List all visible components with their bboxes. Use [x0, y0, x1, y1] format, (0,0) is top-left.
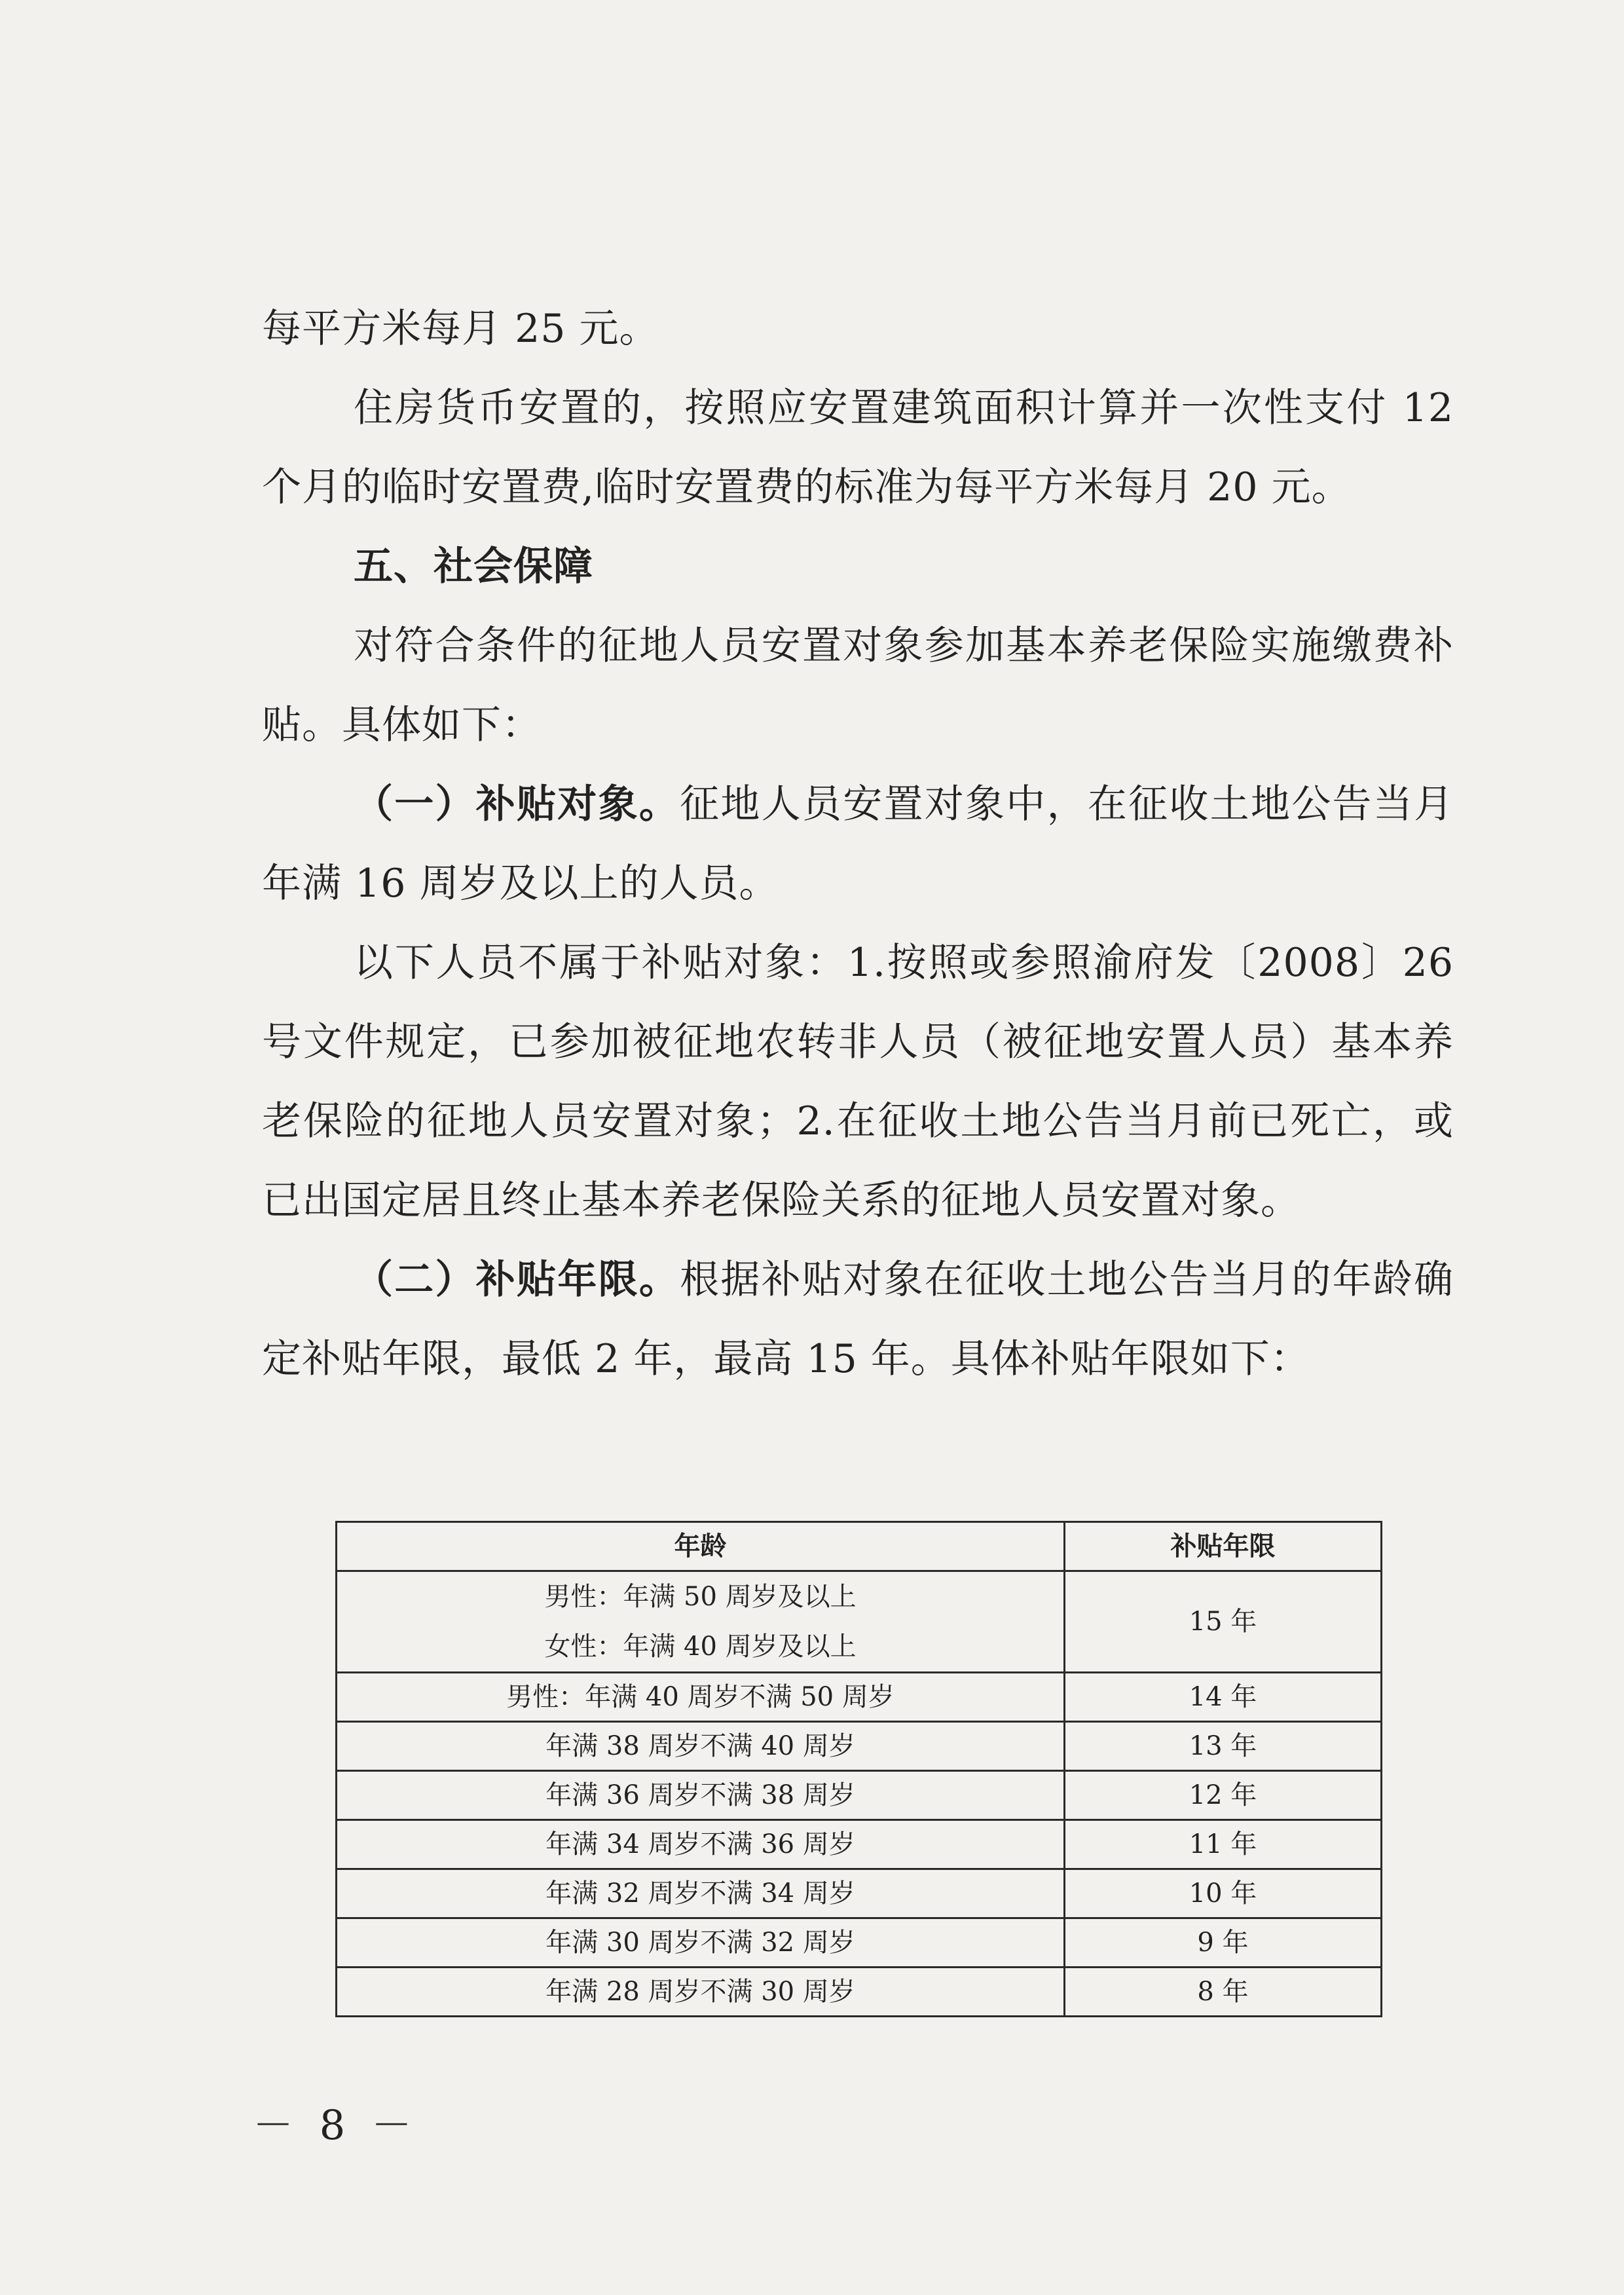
table-cell-years: 11 年 — [1065, 1820, 1382, 1869]
paragraph-subsidy-years — [262, 1241, 1454, 1399]
paragraph-monetary-resettlement: 住房货币安置的，按照应安置建筑面积计算并一次性支付 12 个月的临时安置费,临时安置费的标准为每平方米每月 20 元。 — [262, 385, 1454, 510]
table-row — [337, 1673, 1382, 1722]
subsidy-subject-text: 征地人员安置对象中，在征收土地公告当月年满 16 周岁及以上的人员。 — [262, 781, 1454, 906]
table-cell-years: 8 年 — [1065, 1968, 1382, 2017]
table-row — [337, 1918, 1382, 1968]
table-cell-years: 9 年 — [1065, 1918, 1382, 1968]
subsidy-subject-lead: （一）补贴对象。 — [354, 781, 680, 827]
subsidy-years-table — [335, 1521, 1382, 2017]
paragraph-subsidy-subject — [262, 765, 1454, 924]
table-row — [337, 1571, 1382, 1673]
section-heading-social-security: 五、社会保障 — [354, 544, 593, 589]
subsidy-table-container — [335, 1521, 1380, 2017]
table-cell-years: 13 年 — [1065, 1722, 1382, 1771]
table-header-age: 年龄 — [337, 1522, 1065, 1571]
table-cell-age: 年满 28 周岁不满 30 周岁 — [337, 1968, 1065, 2017]
table-cell-years: 12 年 — [1065, 1771, 1382, 1820]
table-cell-age-line: 女性：年满 40 周岁及以上 — [544, 1632, 857, 1662]
paragraph-exclusions: 以下人员不属于补贴对象：1.按照或参照渝府发〔2008〕26 号文件规定，已参加被征地农转非人员（被征地安置人员）基本养老保险的征地人员安置对象；2.在征收土地公告当月前已死亡，或已出国定居且终止基本养老保险关系的征地人员安置对象。 — [262, 940, 1454, 1223]
table-cell-age — [337, 1571, 1065, 1673]
paragraph-rate-25: 每平方米每月 25 元。 — [262, 306, 659, 352]
subsidy-years-text: 根据补贴对象在征收土地公告当月的年龄确定补贴年限，最低 2 年，最高 15 年。具体补贴年限如下： — [262, 1257, 1454, 1382]
table-cell-years: 10 年 — [1065, 1869, 1382, 1918]
table-cell-age: 年满 34 周岁不满 36 周岁 — [337, 1820, 1065, 1869]
table-cell-age: 男性：年满 40 周岁不满 50 周岁 — [337, 1673, 1065, 1722]
table-row — [337, 1820, 1382, 1869]
table-cell-age: 年满 30 周岁不满 32 周岁 — [337, 1918, 1065, 1968]
table-header-row — [337, 1522, 1382, 1571]
paragraph-subsidy-intro: 对符合条件的征地人员安置对象参加基本养老保险实施缴费补贴。具体如下： — [262, 623, 1454, 748]
subsidy-years-lead: （二）补贴年限。 — [354, 1257, 680, 1303]
document-body — [262, 289, 1454, 1399]
table-row — [337, 1722, 1382, 1771]
table-cell-years: 15 年 — [1065, 1571, 1382, 1673]
table-cell-years: 14 年 — [1065, 1673, 1382, 1722]
table-cell-age: 年满 36 周岁不满 38 周岁 — [337, 1771, 1065, 1820]
table-row — [337, 1869, 1382, 1918]
table-row — [337, 1771, 1382, 1820]
table-row — [337, 1968, 1382, 2017]
table-header-subsidy-years: 补贴年限 — [1065, 1522, 1382, 1571]
table-cell-age: 年满 32 周岁不满 34 周岁 — [337, 1869, 1065, 1918]
page-number: － 8 － — [253, 2101, 418, 2149]
table-cell-age: 年满 38 周岁不满 40 周岁 — [337, 1722, 1065, 1771]
table-cell-age-line: 男性：年满 50 周岁及以上 — [544, 1582, 857, 1612]
